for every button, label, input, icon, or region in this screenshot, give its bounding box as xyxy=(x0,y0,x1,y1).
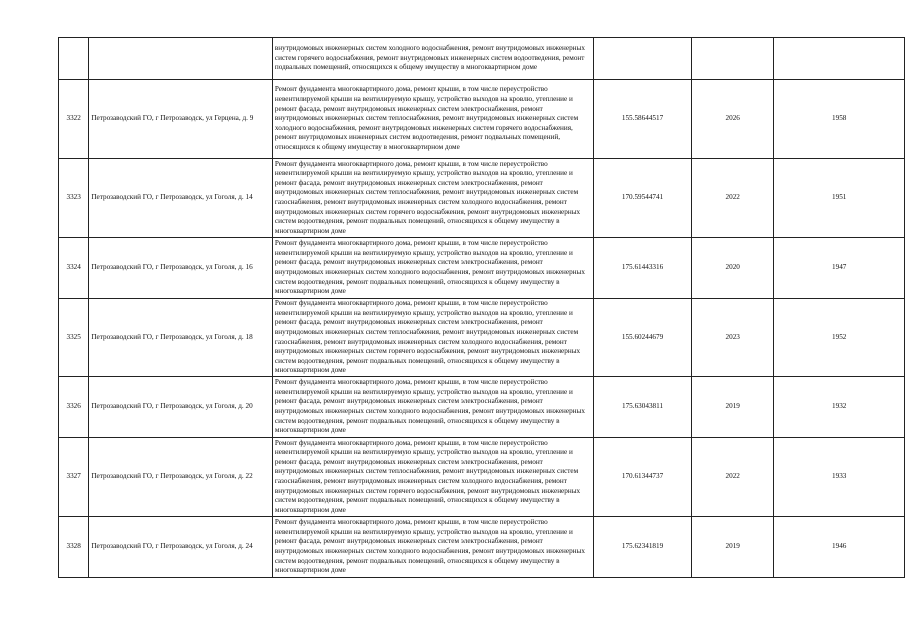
row-number: 3327 xyxy=(59,438,89,517)
plan-year-cell xyxy=(692,38,774,80)
cost-cell: 175.61443316 xyxy=(594,238,692,299)
row-number: 3323 xyxy=(59,159,89,238)
works-cell: внутридомовых инженерных систем холодного водоснабжения, ремонт внутридомовых инженерных систем горячего водоснабжения, ремонт внутридомовых инженерных систем водоотведения, ремонт подвальных помещений, относящихся к общему имуществу в многоквартирном доме xyxy=(272,38,593,80)
build-year-cell: 1947 xyxy=(774,238,905,299)
build-year-cell: 1932 xyxy=(774,377,905,438)
plan-year-cell: 2023 xyxy=(692,299,774,377)
cost-cell: 155.60244679 xyxy=(594,299,692,377)
address-cell: Петрозаводский ГО, г Петрозаводск, ул Гоголя, д. 24 xyxy=(89,517,273,578)
row-number xyxy=(59,38,89,80)
table-row xyxy=(59,238,905,299)
table-row xyxy=(59,159,905,238)
cost-cell: 170.61344737 xyxy=(594,438,692,517)
address-cell: Петрозаводский ГО, г Петрозаводск, ул Гоголя, д. 16 xyxy=(89,238,273,299)
row-number: 3325 xyxy=(59,299,89,377)
address-cell: Петрозаводский ГО, г Петрозаводск, ул Герцена, д. 9 xyxy=(89,80,273,159)
works-cell: Ремонт фундамента многоквартирного дома, ремонт крыши, в том числе переустройство невентилируемой крыши на вентилируемую крышу, устройство выходов на кровлю, утепление и ремонт фасада, ремонт внутридомовых инженерных систем электроснабжения, ремонт внутридомовых инженерных систем холодного водоснабжения, ремонт внутридомовых инженерных систем водоотведения, ремонт подвальных помещений, относящихся к общему имуществу в многоквартирном доме xyxy=(272,377,593,438)
build-year-cell: 1951 xyxy=(774,159,905,238)
build-year-cell: 1958 xyxy=(774,80,905,159)
address-cell: Петрозаводский ГО, г Петрозаводск, ул Гоголя, д. 18 xyxy=(89,299,273,377)
repair-register-table xyxy=(58,37,905,578)
table-row xyxy=(59,517,905,578)
table-row xyxy=(59,299,905,377)
address-cell: Петрозаводский ГО, г Петрозаводск, ул Гоголя, д. 22 xyxy=(89,438,273,517)
table-row xyxy=(59,80,905,159)
works-cell: Ремонт фундамента многоквартирного дома, ремонт крыши, в том числе переустройство невентилируемой крыши на вентилируемую крышу, устройство выходов на кровлю, утепление и ремонт фасада, ремонт внутридомовых инженерных систем электроснабжения, ремонт внутридомовых инженерных систем теплоснабжения, ремонт внутридомовых инженерных систем холодного водоснабжения, ремонт внутридомовых инженерных систем горячего водоснабжения, ремонт внутридомовых инженерных систем водоотведения, ремонт подвальных помещений, относящихся к общему имуществу в многоквартирном доме xyxy=(272,80,593,159)
works-cell: Ремонт фундамента многоквартирного дома, ремонт крыши, в том числе переустройство невентилируемой крыши на вентилируемую крышу, устройство выходов на кровлю, утепление и ремонт фасада, ремонт внутридомовых инженерных систем электроснабжения, ремонт внутридомовых инженерных систем теплоснабжения, ремонт внутридомовых инженерных систем газоснабжения, ремонт внутридомовых инженерных систем холодного водоснабжения, ремонт внутридомовых инженерных систем горячего водоснабжения, ремонт внутридомовых инженерных систем водоотведения, ремонт подвальных помещений, относящихся к общему имуществу в многоквартирном доме xyxy=(272,299,593,377)
works-cell: Ремонт фундамента многоквартирного дома, ремонт крыши, в том числе переустройство невентилируемой крыши на вентилируемую крышу, устройство выходов на кровлю, утепление и ремонт фасада, ремонт внутридомовых инженерных систем электроснабжения, ремонт внутридомовых инженерных систем холодного водоснабжения, ремонт внутридомовых инженерных систем водоотведения, ремонт подвальных помещений, относящихся к общему имуществу в многоквартирном доме xyxy=(272,238,593,299)
row-number: 3326 xyxy=(59,377,89,438)
plan-year-cell: 2026 xyxy=(692,80,774,159)
cost-cell: 175.62341819 xyxy=(594,517,692,578)
build-year-cell xyxy=(774,38,905,80)
build-year-cell: 1946 xyxy=(774,517,905,578)
table-row xyxy=(59,438,905,517)
plan-year-cell: 2020 xyxy=(692,238,774,299)
works-cell: Ремонт фундамента многоквартирного дома, ремонт крыши, в том числе переустройство невентилируемой крыши на вентилируемую крышу, устройство выходов на кровлю, утепление и ремонт фасада, ремонт внутридомовых инженерных систем электроснабжения, ремонт внутридомовых инженерных систем теплоснабжения, ремонт внутридомовых инженерных систем газоснабжения, ремонт внутридомовых инженерных систем холодного водоснабжения, ремонт внутридомовых инженерных систем горячего водоснабжения, ремонт внутридомовых инженерных систем водоотведения, ремонт подвальных помещений, относящихся к общему имуществу в многоквартирном доме xyxy=(272,438,593,517)
build-year-cell: 1952 xyxy=(774,299,905,377)
cost-cell: 155.58644517 xyxy=(594,80,692,159)
works-cell: Ремонт фундамента многоквартирного дома, ремонт крыши, в том числе переустройство невентилируемой крыши на вентилируемую крышу, устройство выходов на кровлю, утепление и ремонт фасада, ремонт внутридомовых инженерных систем электроснабжения, ремонт внутридомовых инженерных систем холодного водоснабжения, ремонт внутридомовых инженерных систем водоотведения, ремонт подвальных помещений, относящихся к общему имуществу в многоквартирном доме xyxy=(272,517,593,578)
row-number: 3324 xyxy=(59,238,89,299)
table-row xyxy=(59,38,905,80)
plan-year-cell: 2019 xyxy=(692,517,774,578)
build-year-cell: 1933 xyxy=(774,438,905,517)
plan-year-cell: 2022 xyxy=(692,438,774,517)
cost-cell xyxy=(594,38,692,80)
plan-year-cell: 2022 xyxy=(692,159,774,238)
address-cell: Петрозаводский ГО, г Петрозаводск, ул Гоголя, д. 14 xyxy=(89,159,273,238)
address-cell: Петрозаводский ГО, г Петрозаводск, ул Гоголя, д. 20 xyxy=(89,377,273,438)
plan-year-cell: 2019 xyxy=(692,377,774,438)
works-cell: Ремонт фундамента многоквартирного дома, ремонт крыши, в том числе переустройство невентилируемой крыши на вентилируемую крышу, устройство выходов на кровлю, утепление и ремонт фасада, ремонт внутридомовых инженерных систем электроснабжения, ремонт внутридомовых инженерных систем теплоснабжения, ремонт внутридомовых инженерных систем газоснабжения, ремонт внутридомовых инженерных систем холодного водоснабжения, ремонт внутридомовых инженерных систем горячего водоснабжения, ремонт внутридомовых инженерных систем водоотведения, ремонт подвальных помещений, относящихся к общему имуществу в многоквартирном доме xyxy=(272,159,593,238)
cost-cell: 170.59544741 xyxy=(594,159,692,238)
cost-cell: 175.63043811 xyxy=(594,377,692,438)
address-cell xyxy=(89,38,273,80)
table-row xyxy=(59,377,905,438)
row-number: 3328 xyxy=(59,517,89,578)
row-number: 3322 xyxy=(59,80,89,159)
